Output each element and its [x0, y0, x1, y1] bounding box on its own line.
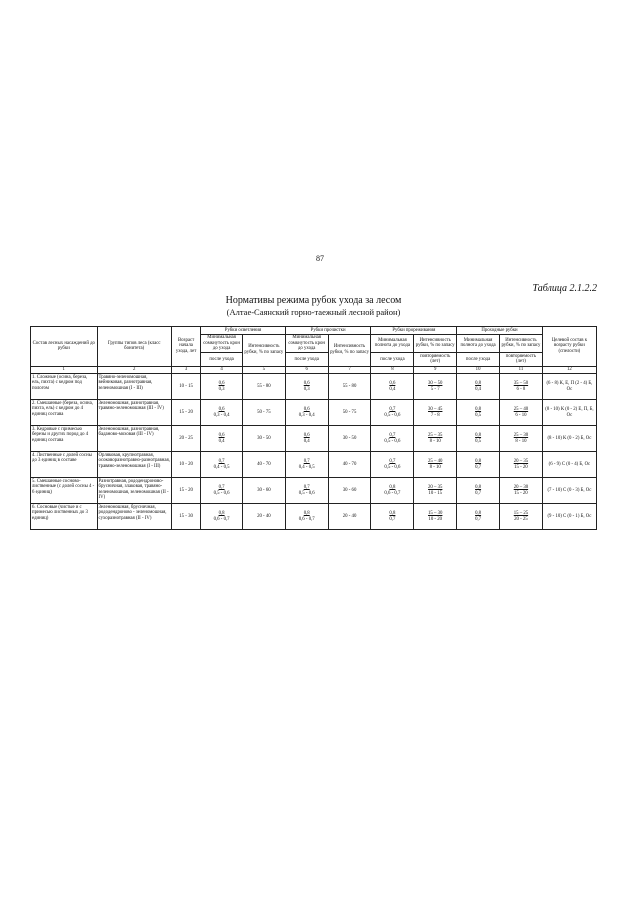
- fraction-bottom: 0,6 - 0,7: [298, 516, 315, 522]
- age-cell: 20 - 25: [171, 426, 200, 452]
- thinning-density-cell: [371, 400, 414, 426]
- forest-types-cell: Орляковая, крупнотравная, осоковоразнотравно-разнотравная, травяно-зеленомошная (I - III): [97, 452, 171, 478]
- clearing-closure-cell: [201, 504, 243, 530]
- table-row: [31, 400, 597, 426]
- fraction-bottom: 5 - 7: [430, 386, 440, 392]
- column-number: 5: [242, 366, 285, 374]
- fraction-top: 0,7: [389, 459, 396, 465]
- target-cell: (8 - 10) К (0 - 2) Е, П, Б, Ос: [542, 400, 596, 426]
- passage-intensity-cell: [500, 452, 543, 478]
- header-after-care: после ухода: [457, 353, 500, 366]
- fraction-bottom: 0,5 - 0,6: [384, 438, 401, 444]
- column-number: 9: [414, 366, 457, 374]
- header-thinning-intensity: Интенсивность рубки, % по запасу: [414, 334, 457, 353]
- fraction-top: 0,6: [389, 381, 396, 387]
- age-cell: 15 - 30: [171, 504, 200, 530]
- fraction-top: 35 – 50: [513, 381, 529, 387]
- header-composition: Состав лесных насаждений до рубки: [31, 327, 98, 367]
- fraction-top: 0,6: [218, 433, 225, 439]
- header-after-care: после ухода: [285, 353, 328, 366]
- fraction-top: 15 – 25: [513, 511, 529, 517]
- clearing-intensity-cell: 55 - 80: [242, 374, 285, 400]
- fraction-bottom: 0,4: [475, 386, 482, 392]
- column-number: 7: [328, 366, 371, 374]
- column-number: 6: [285, 366, 328, 374]
- header-cleaning-closure: Минимальная сомкнутость крон до ухода: [285, 334, 328, 353]
- fraction-top: 0,7: [389, 407, 396, 413]
- fraction-top: 0,8: [303, 511, 310, 517]
- header-after-care: после ухода: [201, 353, 243, 366]
- fraction-top: 0,8: [218, 511, 225, 517]
- document-subtitle: (Алтае-Саянский горно-таежный лесной район): [226, 307, 401, 317]
- column-number: 4: [201, 366, 243, 374]
- target-cell: (7 - 10) С (0 - 3) Б, Ос: [542, 478, 596, 504]
- fraction-top: 0,6: [303, 381, 310, 387]
- thinning-intensity-cell: [414, 374, 457, 400]
- clearing-intensity-cell: 30 - 50: [242, 426, 285, 452]
- fraction-top: 15 – 30: [428, 511, 443, 517]
- clearing-intensity-cell: 50 - 75: [242, 400, 285, 426]
- forest-types-cell: Зеленомошная, разнотравная, баданово-моховая (III - IV): [97, 426, 171, 452]
- fraction-bottom: 0,5: [475, 438, 482, 444]
- target-cell: (6 - 9) С (0 - 4) Б, Ос: [542, 452, 596, 478]
- header-clearing-closure: Минимальная сомкнутость крон до ухода: [201, 334, 243, 353]
- fraction-bottom: 10 - 15: [428, 490, 443, 496]
- cleaning-closure-cell: [285, 374, 328, 400]
- header-clearing: Рубки осветления: [201, 327, 286, 335]
- fraction-top: 25 – 30: [513, 433, 529, 439]
- passage-intensity-cell: [500, 400, 543, 426]
- fraction-bottom: 8 - 10: [429, 464, 441, 470]
- fraction-top: 0,8: [475, 459, 482, 465]
- fraction-bottom: 0,5 - 0,6: [384, 412, 401, 418]
- clearing-closure-cell: [201, 478, 243, 504]
- clearing-closure-cell: [201, 452, 243, 478]
- column-number: 8: [371, 366, 414, 374]
- column-number: 11: [500, 366, 543, 374]
- passage-density-cell: [457, 478, 500, 504]
- norms-table: [30, 326, 597, 530]
- passage-density-cell: [457, 400, 500, 426]
- fraction-bottom: 0,3: [218, 386, 225, 392]
- age-cell: 15 - 20: [171, 400, 200, 426]
- header-after-care: после ухода: [371, 353, 414, 366]
- thinning-density-cell: [371, 478, 414, 504]
- fraction-bottom: 6 - 10: [515, 412, 527, 418]
- forest-types-cell: Зеленомошная, брусничная, рододендроново - зеленомошная, сухоразнотравная (II - IV): [97, 504, 171, 530]
- header-cleaning-intensity: Интенсивность рубки, % по запасу: [328, 334, 371, 366]
- fraction-top: 0,8: [389, 485, 396, 491]
- fraction-top: 0,7: [389, 433, 396, 439]
- fraction-bottom: 0,4: [218, 438, 225, 444]
- cleaning-intensity-cell: 30 - 50: [328, 426, 371, 452]
- clearing-intensity-cell: 40 - 70: [242, 452, 285, 478]
- fraction-bottom: 0,7: [475, 516, 482, 522]
- age-cell: 10 - 20: [171, 452, 200, 478]
- thinning-intensity-cell: [414, 426, 457, 452]
- thinning-intensity-cell: [414, 400, 457, 426]
- passage-density-cell: [457, 504, 500, 530]
- cleaning-closure-cell: [285, 452, 328, 478]
- page-number: 87: [316, 254, 324, 263]
- header-start-age: Возраст начала ухода, лет: [171, 327, 200, 367]
- header-clearing-intensity: Интенсивность рубки, % по запасу: [242, 334, 285, 366]
- forest-types-cell: Травяно-зеленомошная, вейниковая, разнотравная, зеленомошная (I - III): [97, 374, 171, 400]
- fraction-top: 30 – 50: [428, 381, 443, 387]
- passage-intensity-cell: [500, 504, 543, 530]
- fraction-bottom: 0,5: [475, 412, 482, 418]
- table-row: [31, 374, 597, 400]
- fraction-bottom: 20 - 25: [514, 516, 528, 522]
- fraction-bottom: 15 - 20: [514, 490, 528, 496]
- fraction-bottom: 0,5 - 0,6: [298, 490, 315, 496]
- clearing-intensity-cell: 20 - 40: [242, 504, 285, 530]
- column-number: 2: [97, 366, 171, 374]
- fraction-top: 0,8: [475, 433, 482, 439]
- clearing-closure-cell: [201, 426, 243, 452]
- fraction-top: 0,8: [475, 485, 482, 491]
- fraction-bottom: 8 - 10: [515, 438, 527, 444]
- fraction-bottom: 15 - 20: [514, 464, 528, 470]
- target-cell: (8 - 10) К (0 - 2) Б, Ос: [542, 426, 596, 452]
- header-passage-intensity: Интенсивность рубки, % по запасу: [500, 334, 543, 353]
- fraction-bottom: 6 - 8: [516, 386, 526, 392]
- fraction-bottom: 8 - 10: [429, 438, 441, 444]
- fraction-bottom: 0,3: [303, 386, 310, 392]
- column-number: 12: [542, 366, 596, 374]
- passage-intensity-cell: [500, 478, 543, 504]
- fraction-bottom: 0,3 - 0,4: [213, 412, 230, 418]
- target-cell: (6 - 8) К, Е, П (2 - 4) Б, Ос: [542, 374, 596, 400]
- fraction-top: 25 – 40: [513, 407, 529, 413]
- fraction-top: 0,7: [303, 459, 310, 465]
- header-target: Целевой состав к возрасту рубки (спелости): [542, 327, 596, 367]
- header-passage-density: Минимальная полнота до ухода: [457, 334, 500, 353]
- composition-cell: 3. Кедровые с примесью березы и других пород до 4 единиц состава: [31, 426, 98, 452]
- fraction-bottom: 0,7: [389, 516, 396, 522]
- fraction-top: 20 – 35: [428, 485, 443, 491]
- clearing-closure-cell: [201, 374, 243, 400]
- document-title: Нормативы режима рубок ухода за лесом: [225, 295, 402, 306]
- column-number-row: [31, 366, 597, 374]
- clearing-intensity-cell: 30 - 60: [242, 478, 285, 504]
- passage-density-cell: [457, 426, 500, 452]
- fraction-bottom: 0,4: [303, 438, 310, 444]
- cleaning-intensity-cell: 20 - 40: [328, 504, 371, 530]
- fraction-bottom: 0,4: [389, 386, 396, 392]
- cleaning-closure-cell: [285, 426, 328, 452]
- fraction-bottom: 0,4 - 0,5: [213, 464, 230, 470]
- fraction-top: 0,8: [475, 407, 482, 413]
- composition-cell: 4. Лиственные с долей сосны до 3 единиц в составе: [31, 452, 98, 478]
- header-cleaning: Рубки прочистки: [285, 327, 371, 335]
- fraction-bottom: 0,7: [475, 464, 482, 470]
- column-number: 1: [31, 366, 98, 374]
- cleaning-intensity-cell: 50 - 75: [328, 400, 371, 426]
- table-row: [31, 504, 597, 530]
- thinning-intensity-cell: [414, 478, 457, 504]
- composition-cell: 5. Смешанные сосново-лиственные (с долей сосны 4 - 6 единиц): [31, 478, 98, 504]
- table-row: [31, 478, 597, 504]
- fraction-top: 0,7: [218, 485, 225, 491]
- forest-types-cell: Разнотравная, рододендроново-брусничная, злаковая, травяно-зеленомошная, зеленомошная (II - IV): [97, 478, 171, 504]
- cleaning-intensity-cell: 30 - 60: [328, 478, 371, 504]
- cleaning-intensity-cell: 55 - 80: [328, 374, 371, 400]
- thinning-density-cell: [371, 374, 414, 400]
- composition-cell: 6. Сосновые (чистые и с примесью лиственных до 3 единиц): [31, 504, 98, 530]
- fraction-bottom: 0,7: [475, 490, 482, 496]
- cleaning-closure-cell: [285, 504, 328, 530]
- fraction-top: 0,8: [389, 511, 396, 517]
- fraction-top: 0,7: [303, 485, 310, 491]
- passage-intensity-cell: [500, 374, 543, 400]
- fraction-top: 25 – 40: [428, 459, 443, 465]
- fraction-bottom: 0,3 - 0,4: [298, 412, 315, 418]
- fraction-top: 25 – 35: [428, 433, 443, 439]
- table-label: Таблица 2.1.2.2: [532, 283, 597, 294]
- fraction-bottom: 7 - 8: [430, 412, 440, 418]
- composition-cell: 2. Смешанные (береза, осина, пихта, ель) с кедром до 4 единиц состава: [31, 400, 98, 426]
- header-repeatability: повторяемость (лет): [500, 353, 543, 366]
- composition-cell: 1. Сложные (осина, береза, ель, пихта) с кедром под пологом: [31, 374, 98, 400]
- header-passage: Проходные рубки: [457, 327, 543, 335]
- fraction-top: 0,8: [475, 511, 482, 517]
- fraction-top: 0,6: [218, 381, 225, 387]
- thinning-intensity-cell: [414, 452, 457, 478]
- fraction-top: 30 – 45: [428, 407, 443, 413]
- fraction-bottom: 10 - 20: [428, 516, 443, 522]
- fraction-bottom: 0,6 - 0,7: [384, 490, 401, 496]
- fraction-bottom: 0,4 - 0,5: [298, 464, 315, 470]
- fraction-top: 0,7: [218, 459, 225, 465]
- column-number: 3: [171, 366, 200, 374]
- header-forest-types: Группы типов леса (класс бонитета): [97, 327, 171, 367]
- forest-types-cell: Зеленомошная, разнотравная, травяно-зеленомошная (III - IV): [97, 400, 171, 426]
- passage-density-cell: [457, 452, 500, 478]
- column-number: 10: [457, 366, 500, 374]
- age-cell: 10 - 15: [171, 374, 200, 400]
- cleaning-closure-cell: [285, 478, 328, 504]
- clearing-closure-cell: [201, 400, 243, 426]
- age-cell: 15 - 20: [171, 478, 200, 504]
- thinning-intensity-cell: [414, 504, 457, 530]
- fraction-bottom: 0,5 - 0,6: [384, 464, 401, 470]
- fraction-top: 20 – 30: [513, 485, 529, 491]
- fraction-top: 0,8: [475, 381, 482, 387]
- fraction-top: 0,6: [218, 407, 225, 413]
- header-thinning-density: Минимальная полнота до ухода: [371, 334, 414, 353]
- table-row: [31, 426, 597, 452]
- fraction-bottom: 0,5 - 0,6: [213, 490, 230, 496]
- fraction-bottom: 0,6 - 0,7: [213, 516, 230, 522]
- table-row: [31, 452, 597, 478]
- passage-intensity-cell: [500, 426, 543, 452]
- fraction-top: 0,6: [303, 407, 310, 413]
- fraction-top: 0,6: [303, 433, 310, 439]
- header-repeatability: повторяемость (лет): [414, 353, 457, 366]
- thinning-density-cell: [371, 452, 414, 478]
- passage-density-cell: [457, 374, 500, 400]
- cleaning-closure-cell: [285, 400, 328, 426]
- header-thinning: Рубки прореживания: [371, 327, 457, 335]
- thinning-density-cell: [371, 426, 414, 452]
- cleaning-intensity-cell: 40 - 70: [328, 452, 371, 478]
- target-cell: (9 - 10) С (0 - 1) Б, Ос: [542, 504, 596, 530]
- thinning-density-cell: [371, 504, 414, 530]
- fraction-top: 20 – 35: [513, 459, 529, 465]
